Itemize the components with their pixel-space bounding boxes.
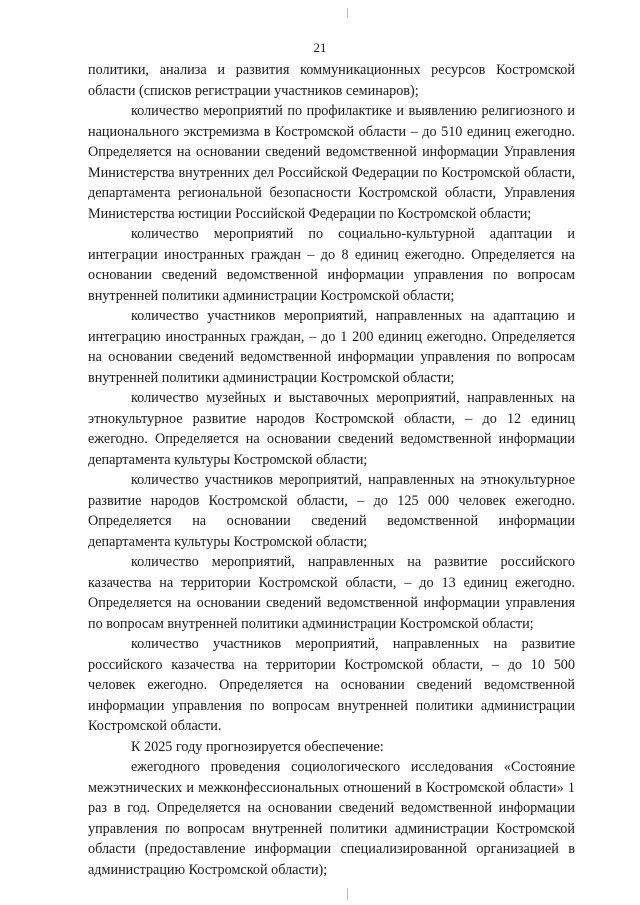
- paragraph: политики, анализа и развития коммуникационных ресурсов Костромской области (списков регистрации участников семинаров);: [88, 62, 575, 99]
- paragraph: количество мероприятий по профилактике и выявлению религиозного и национального экстремизма в Костромской области – до 510 единиц ежегодно. Определяется на основании сведений ведомственной информации Управления Министерства внутренних дел Российской Федерации по Костромской области, департамента региональной безопасности Костромской области, Управления Министерства юстиции Российской Федерации по Костромской области;: [88, 103, 575, 222]
- paragraph: количество участников мероприятий, направленных на этнокультурное развитие народов Костромской области, – до 125 000 человек ежегодно. Определяется на основании сведений ведомственной информации департамента культуры Костромской области;: [88, 472, 575, 550]
- paragraph: количество мероприятий по социально-культурной адаптации и интеграции иностранных граждан – до 8 единиц ежегодно. Определяется на основании сведений ведомственной информации управления по вопросам внутренней политики администрации Костромской области;: [88, 226, 575, 304]
- paragraph: количество музейных и выставочных мероприятий, направленных на этнокультурное развитие народов Костромской области, – до 12 единиц ежегодно. Определяется на основании сведений ведомственной информации департамента культуры Костромской области;: [88, 390, 575, 468]
- paragraph: количество участников мероприятий, направленных на адаптацию и интеграцию иностранных граждан, – до 1 200 единиц ежегодно. Определяется на основании сведений ведомственной информации управления по вопросам внутренней политики администрации Костромской области;: [88, 308, 575, 386]
- scan-artifact-top: [347, 8, 348, 18]
- scan-artifact-bottom: [347, 888, 348, 900]
- page-number: 21: [313, 40, 327, 55]
- paragraph: ежегодного проведения социологического исследования «Состояние межэтнических и межконфессиональных отношений в Костромской области» 1 раз в год. Определяется на основании сведений ведомственной информации управления по вопросам внутренней политики администрации Костромской области (предоставление информации специализированной организацией в администрацию Костромской области);: [88, 759, 575, 878]
- paragraph: количество мероприятий, направленных на развитие российского казачества на территории Костромской области, – до 13 единиц ежегодно. Определяется на основании сведений ведомственной информации управления по вопросам внутренней политики администрации Костромской области;: [88, 554, 575, 632]
- paragraph: количество участников мероприятий, направленных на развитие российского казачества на территории Костромской области, – до 10 500 человек ежегодно. Определяется на основании сведений ведомственной информации управления по вопросам внутренней политики администрации Костромской области.: [88, 636, 575, 734]
- paragraph: К 2025 году прогнозируется обеспечение:: [131, 738, 384, 755]
- document-body: [88, 60, 575, 880]
